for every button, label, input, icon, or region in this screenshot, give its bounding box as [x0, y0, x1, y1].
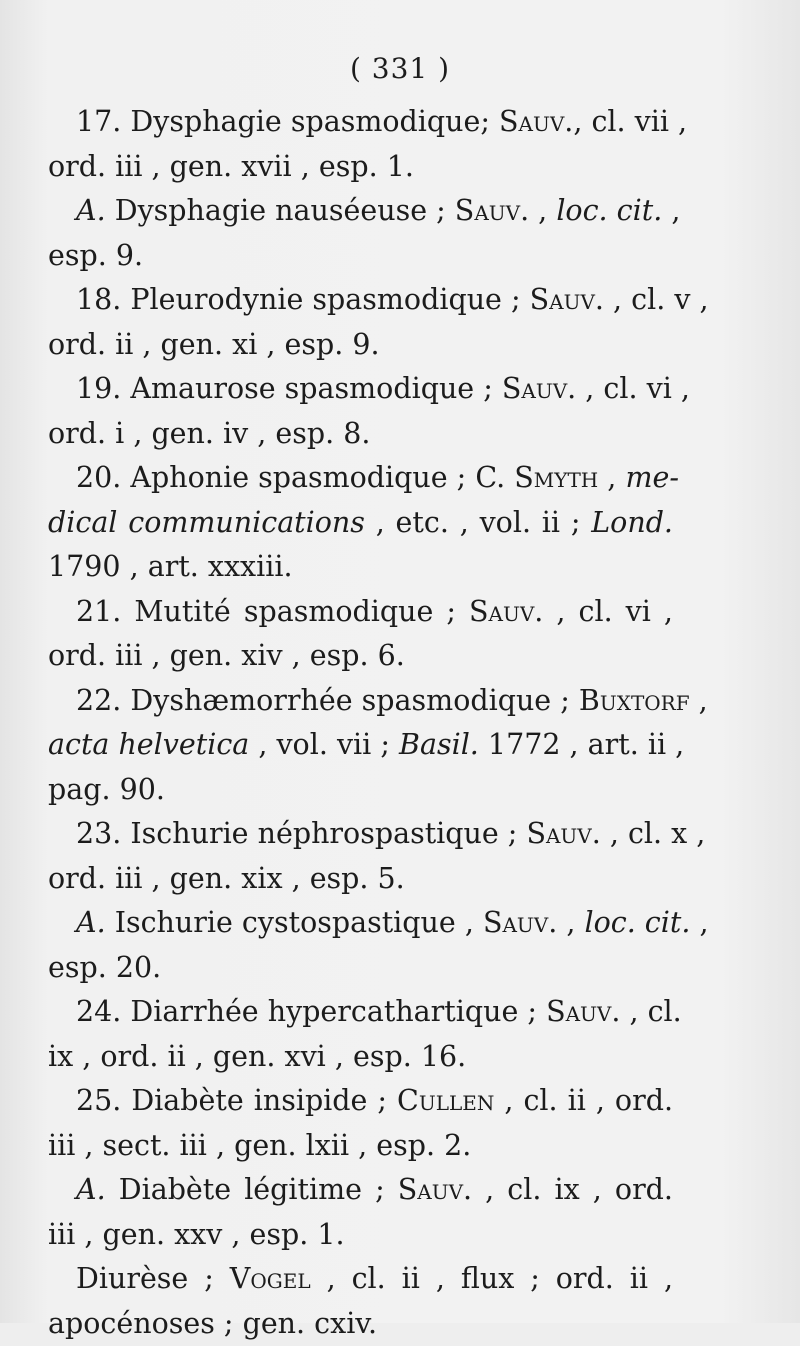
text-line [48, 278, 673, 323]
text-line [48, 634, 673, 679]
text-run: , [690, 684, 708, 717]
text-run: 19. Amaurose spasmodique ; [76, 372, 502, 405]
italic-text: A. [76, 1173, 106, 1206]
text-line [48, 990, 673, 1035]
text-run: esp. 20. [48, 951, 161, 984]
italic-text: me- [625, 461, 679, 494]
text-run: , [557, 906, 584, 939]
author-name: Sauv. [499, 105, 573, 138]
text-run: apocénoses ; gen. cxiv. [48, 1307, 377, 1340]
text-run: , cl. ii , ord. [494, 1084, 673, 1117]
text-run: 20. Aphonie spasmodique ; C. [76, 461, 514, 494]
text-run: , cl. vi , [576, 372, 690, 405]
text-run: , cl. x , [601, 817, 706, 850]
text-run: , vol. vii ; [249, 728, 399, 761]
text-run: iii , gen. xxv , esp. 1. [48, 1218, 345, 1251]
text-run: , [662, 194, 680, 227]
text-run: iii , sect. iii , gen. lxii , esp. 2. [48, 1129, 471, 1162]
text-run: Diabète légitime ; [106, 1173, 398, 1206]
page-number: ( 331 ) [0, 52, 800, 85]
author-name: Sauv. [398, 1173, 472, 1206]
text-run: 25. Diabète insipide ; [76, 1084, 397, 1117]
text-line [48, 679, 673, 724]
italic-text: loc. cit. [584, 906, 690, 939]
italic-text: Lond. [591, 506, 673, 539]
text-line [48, 1257, 673, 1302]
text-run: 17. Dysphagie spasmodique; [76, 105, 499, 138]
text-line [48, 367, 673, 412]
text-run: ord. iii , gen. xvii , esp. 1. [48, 150, 414, 183]
text-line [48, 1302, 673, 1346]
page-body-text [48, 100, 673, 1346]
text-run: Diurèse ; [76, 1262, 230, 1295]
text-run: , cl. ix , ord. [472, 1173, 673, 1206]
italic-text: Basil. [399, 728, 479, 761]
text-line [48, 456, 673, 501]
author-name: Sauv. [546, 995, 620, 1028]
text-line [48, 1124, 673, 1169]
author-name: Vogel [230, 1262, 311, 1295]
italic-text: acta helvetica [48, 728, 249, 761]
text-run: , cl. [620, 995, 681, 1028]
text-line [48, 812, 673, 857]
text-run: esp. 9. [48, 239, 143, 272]
text-line [48, 1035, 673, 1080]
text-run: , [529, 194, 556, 227]
text-line [48, 946, 673, 991]
author-name: Sauv. [455, 194, 529, 227]
text-run: 18. Pleurodynie spasmodique ; [76, 283, 530, 316]
text-run: Dysphagie nauséeuse ; [106, 194, 455, 227]
text-run: 1772 , art. ii , [479, 728, 684, 761]
text-line [48, 901, 673, 946]
text-line [48, 1079, 673, 1124]
text-run: pag. 90. [48, 773, 165, 806]
author-name: Buxtorf [579, 684, 690, 717]
text-line [48, 234, 673, 279]
text-run: 24. Diarrhée hypercathartique ; [76, 995, 546, 1028]
text-run: Ischurie cystospastique , [106, 906, 483, 939]
text-run: , etc. , vol. ii ; [365, 506, 591, 539]
text-run: , [690, 906, 708, 939]
text-line [48, 545, 673, 590]
text-run: 23. Ischurie néphrospastique ; [76, 817, 526, 850]
text-run: ix , ord. ii , gen. xvi , esp. 16. [48, 1040, 466, 1073]
text-line [48, 723, 673, 768]
text-run: , cl. vi , [543, 595, 673, 628]
italic-text: A. [76, 194, 106, 227]
author-name: Sauv. [469, 595, 543, 628]
text-line [48, 145, 673, 190]
italic-text: dical communications [48, 506, 365, 539]
author-name: Cullen [397, 1084, 494, 1117]
text-line [48, 590, 673, 635]
text-line [48, 857, 673, 902]
author-name: Sauv. [530, 283, 604, 316]
text-run: , [598, 461, 625, 494]
author-name: Sauv. [483, 906, 557, 939]
text-run: , cl. ii , flux ; ord. ii , [311, 1262, 673, 1295]
text-line [48, 768, 673, 813]
text-line [48, 501, 673, 546]
text-run: 22. Dyshæmorrhée spasmodique ; [76, 684, 579, 717]
italic-text: A. [76, 906, 106, 939]
text-run: 1790 , art. xxxiii. [48, 550, 293, 583]
text-run: ord. iii , gen. xiv , esp. 6. [48, 639, 405, 672]
author-name: Sauv. [502, 372, 576, 405]
text-run: ord. ii , gen. xi , esp. 9. [48, 328, 380, 361]
text-line [48, 100, 673, 145]
text-line [48, 1213, 673, 1258]
text-run: 21. Mutité spasmodique ; [76, 595, 469, 628]
text-line [48, 412, 673, 457]
author-name: Sauv. [526, 817, 600, 850]
text-line [48, 1168, 673, 1213]
text-run: , cl. v , [604, 283, 709, 316]
text-run: , cl. vii , [573, 105, 687, 138]
text-line [48, 189, 673, 234]
text-run: ord. iii , gen. xix , esp. 5. [48, 862, 405, 895]
text-line [48, 323, 673, 368]
text-run: ord. i , gen. iv , esp. 8. [48, 417, 370, 450]
italic-text: loc. cit. [556, 194, 662, 227]
author-name: Smyth [514, 461, 598, 494]
